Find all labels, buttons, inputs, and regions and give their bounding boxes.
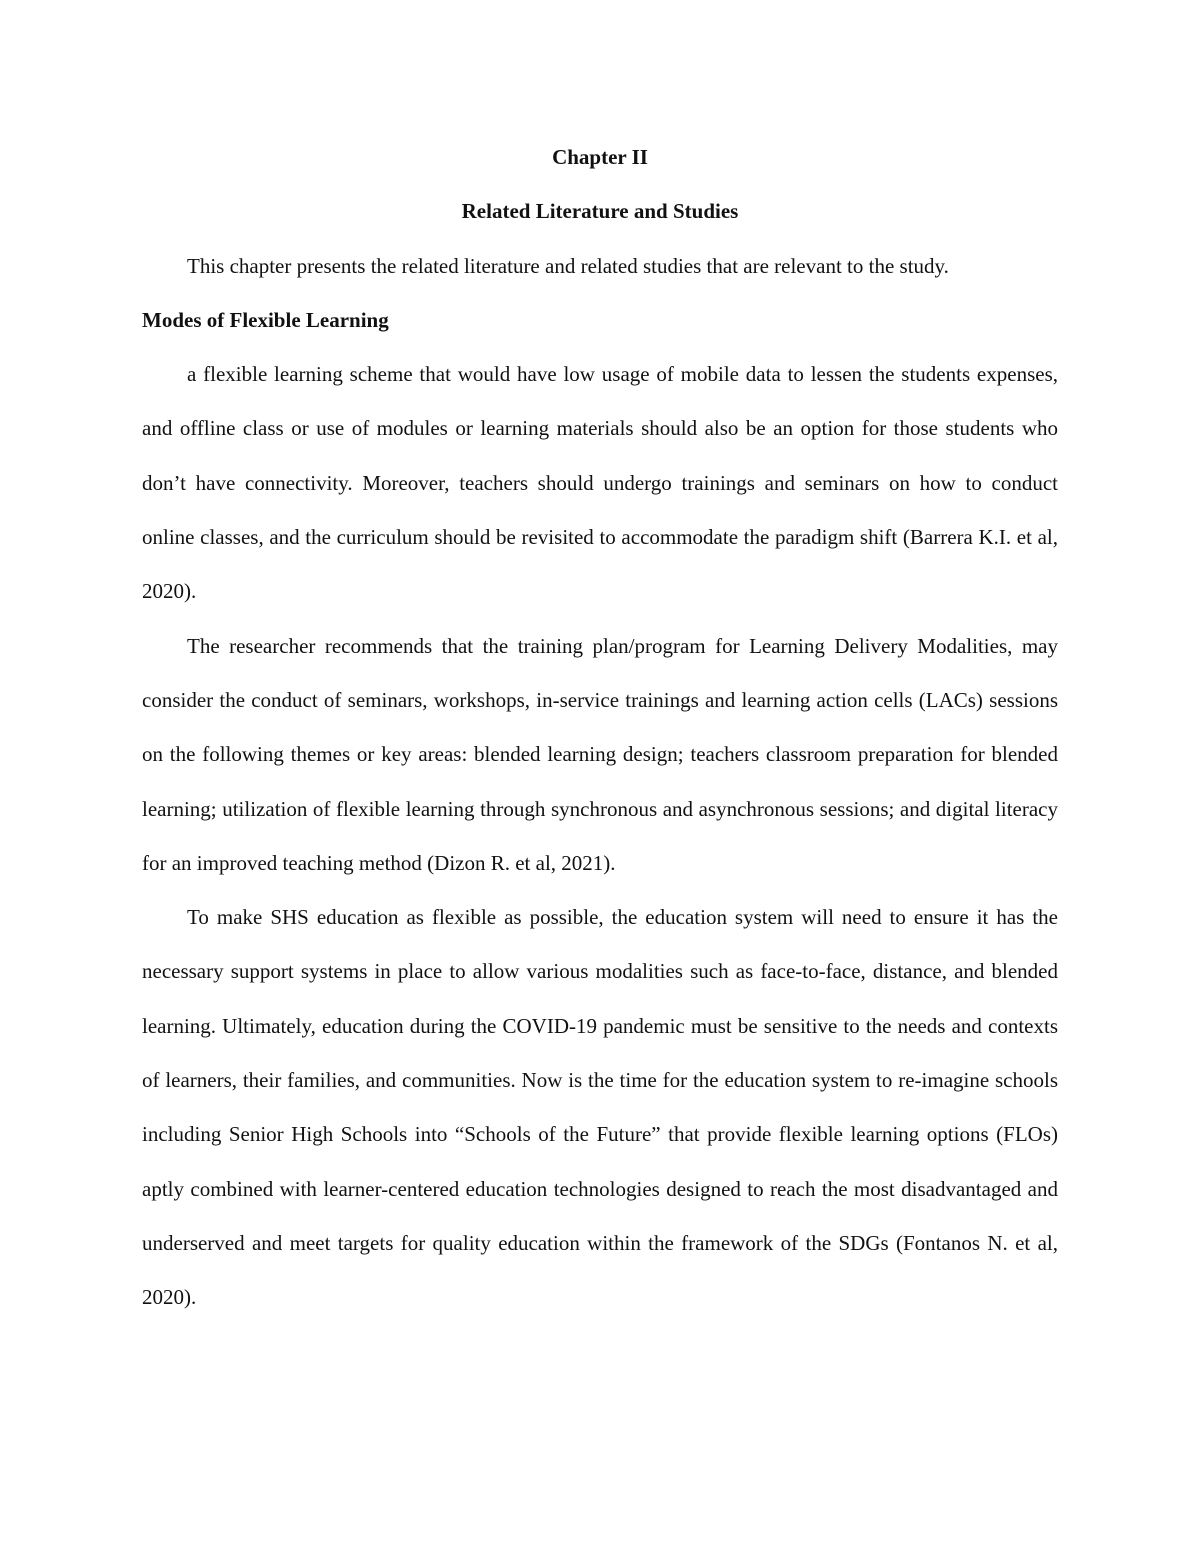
chapter-title: Related Literature and Studies	[461, 199, 739, 224]
chapter-intro: This chapter presents the related literature and related studies that are relevant to the study.	[187, 253, 949, 278]
chapter-number: Chapter II	[552, 145, 648, 169]
body-paragraph: a flexible learning scheme that would have low usage of mobile data to lessen the students expenses, and offline class or use of modules or learning materials should also be an option for those students who don’t have connectivity. Moreover, teachers should undergo trainings and seminars on how to conduct online classes, and the curriculum should be revisited to accommodate the paradigm shift (Barrera K.I. et al, 2020).	[142, 362, 1058, 604]
page-content	[142, 130, 1058, 1325]
body-paragraph: To make SHS education as flexible as possible, the education system will need to ensure it has the necessary support systems in place to allow various modalities such as face-to-face, distance, and blended learning. Ultimately, education during the COVID-19 pandemic must be sensitive to the needs and contexts of learners, their families, and communities. Now is the time for the education system to re-imagine schools including Senior High Schools into “Schools of the Future” that provide flexible learning options (FLOs) aptly combined with learner-centered education technologies designed to reach the most disadvantaged and underserved and meet targets for quality education within the framework of the SDGs (Fontanos N. et al, 2020).	[142, 905, 1058, 1310]
body-paragraph: The researcher recommends that the training plan/program for Learning Delivery Modalities, may consider the conduct of seminars, workshops, in-service trainings and learning action cells (LACs) sessions on the following themes or key areas: blended learning design; teachers classroom preparation for blended learning; utilization of flexible learning through synchronous and asynchronous sessions; and digital literacy for an improved teaching method (Dizon R. et al, 2021).	[142, 633, 1058, 875]
section-heading: Modes of Flexible Learning	[142, 307, 389, 332]
